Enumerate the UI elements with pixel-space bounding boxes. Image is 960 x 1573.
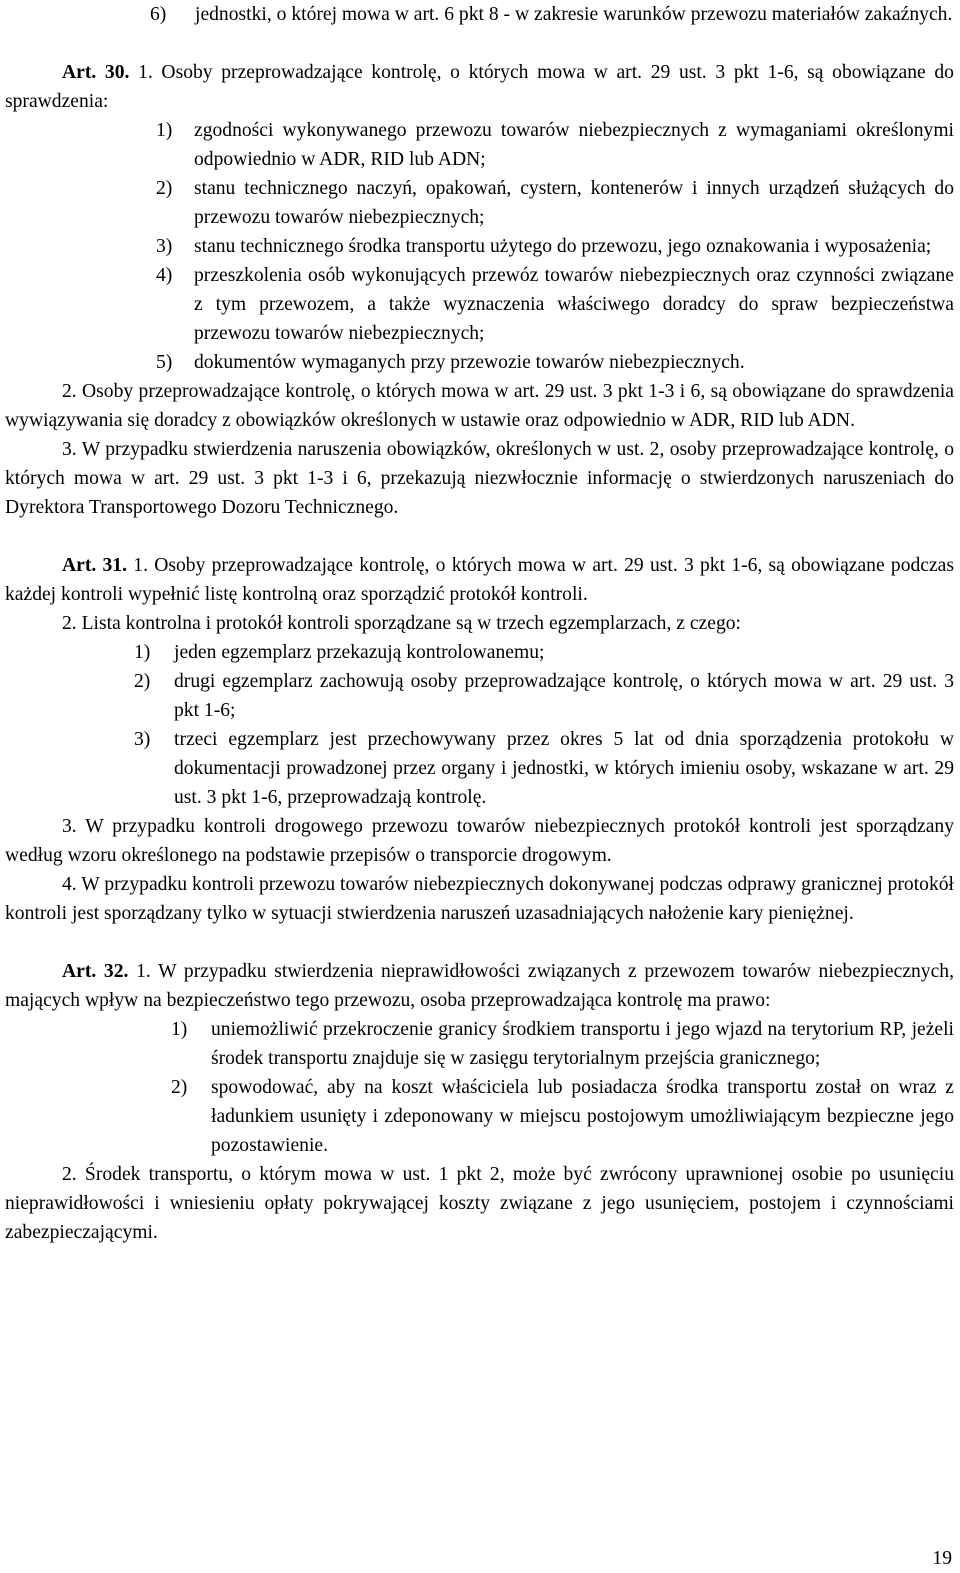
art31-item-3: 3) trzeci egzemplarz jest przechowywany przez okres 5 lat od dnia sporządzenia protokołu w dokumentacji prowadzonej przez organy i jednostki, w których imieniu osoby, wskazane w art. 29 ust. 3 pkt 1-6, przeprowadzają kontrolę. [134,729,954,808]
art29-item-6 [5,0,954,29]
art32-item-2: 2) spowodować, aby na koszt właściciela lub posiadacza środka transportu został on wraz z ładunkiem usunięty i zdeponowany w miejscu postojowym umożliwiającym bezpieczne jego pozostawienie. [171,1077,954,1156]
art31-paragraph-2: 2. Lista kontrolna i protokół kontroli sporządzane są w trzech egzemplarzach, z czego: [62,613,741,634]
art31-item-2: 2) drugi egzemplarz zachowują osoby przeprowadzające kontrolę, o których mowa w art. 29 ust. 3 pkt 1-6; [134,671,954,721]
page-number: 19 [932,1548,952,1569]
document-page [5,0,954,1247]
art30-item-5: 5) dokumentów wymaganych przy przewozie towarów niebezpiecznych. [156,352,745,373]
article-label: Art. 31. [62,555,128,576]
art32-item-1: 1) uniemożliwić przekroczenie granicy środkiem transportu i jego wjazd na terytorium RP, jeżeli środek transportu znajduje się w zasięgu terytorialnym przejścia granicznego; [171,1019,954,1069]
art30-item-3: 3) stanu technicznego środka transportu użytego do przewozu, jego oznakowania i wyposażenia; [156,236,932,257]
art30-item-2: 2) stanu technicznego naczyń, opakowań, cystern, kontenerów i innych urządzeń służących do przewozu towarów niebezpiecznych; [156,178,954,228]
art30-paragraph-3: 3. W przypadku stwierdzenia naruszenia obowiązków, określonych w ust. 2, osoby przeprowadzające kontrolę, o których mowa w art. 29 ust. 3 pkt 1-3 i 6, przekazują niezwłocznie informację o stwierdzonych naruszeniach do Dyrektora Transportowego Dozoru Technicznego. [5,439,954,518]
list-number: 6) [150,4,167,25]
art30-paragraph-2: 2. Osoby przeprowadzające kontrolę, o których mowa w art. 29 ust. 3 pkt 1-3 i 6, są obowiązane do sprawdzenia wywiązywania się doradcy z obowiązków określonych w ustawie oraz odpowiednio w ADR, RID lub ADN. [5,381,954,431]
list-text: jednostki, o której mowa w art. 6 pkt 8 - w zakresie warunków przewozu materiałów zakaźnych. [195,4,953,25]
art30-paragraph-1: Art. 30. 1. Osoby przeprowadzające kontrolę, o których mowa w art. 29 ust. 3 pkt 1-6, są obowiązane do sprawdzenia: [5,62,954,112]
article-label: Art. 32. [62,961,129,982]
art32-paragraph-1: Art. 32. 1. W przypadku stwierdzenia nieprawidłowości związanych z przewozem towarów niebezpiecznych, mających wpływ na bezpieczeństwo tego przewozu, osoba przeprowadzająca kontrolę ma prawo: [5,961,955,1011]
art30-item-1: 1) zgodności wykonywanego przewozu towarów niebezpiecznych z wymaganiami określonymi odpowiednio w ADR, RID lub ADN; [156,120,954,170]
art31-paragraph-3: 3. W przypadku kontroli drogowego przewozu towarów niebezpiecznych protokół kontroli jest sporządzany według wzoru określonego na podstawie przepisów o transporcie drogowym. [5,816,954,866]
art31-item-1: 1) jeden egzemplarz przekazują kontrolowanemu; [134,642,545,663]
article-label: Art. 30. [62,62,130,83]
art32-paragraph-2: 2. Środek transportu, o którym mowa w ust. 1 pkt 2, może być zwrócony uprawnionej osobie po usunięciu nieprawidłowości i wniesieniu opłaty pokrywającej koszty związane z jego usunięciem, postojem i czynnościami zabezpieczającymi. [5,1164,954,1243]
art31-paragraph-1: Art. 31. 1. Osoby przeprowadzające kontrolę, o których mowa w art. 29 ust. 3 pkt 1-6, są obowiązane podczas każdej kontroli wypełnić listę kontrolną oraz sporządzić protokół kontroli. [5,555,954,605]
art30-item-4: 4) przeszkolenia osób wykonujących przewóz towarów niebezpiecznych oraz czynności związane z tym przewozem, a także wyznaczenia właściwego doradcy do spraw bezpieczeństwa przewozu towarów niebezpiecznych; [156,265,954,344]
art31-paragraph-4: 4. W przypadku kontroli przewozu towarów niebezpiecznych dokonywanej podczas odprawy granicznej protokół kontroli jest sporządzany tylko w sytuacji stwierdzenia naruszeń uzasadniających nałożenie kary pieniężnej. [5,874,954,924]
